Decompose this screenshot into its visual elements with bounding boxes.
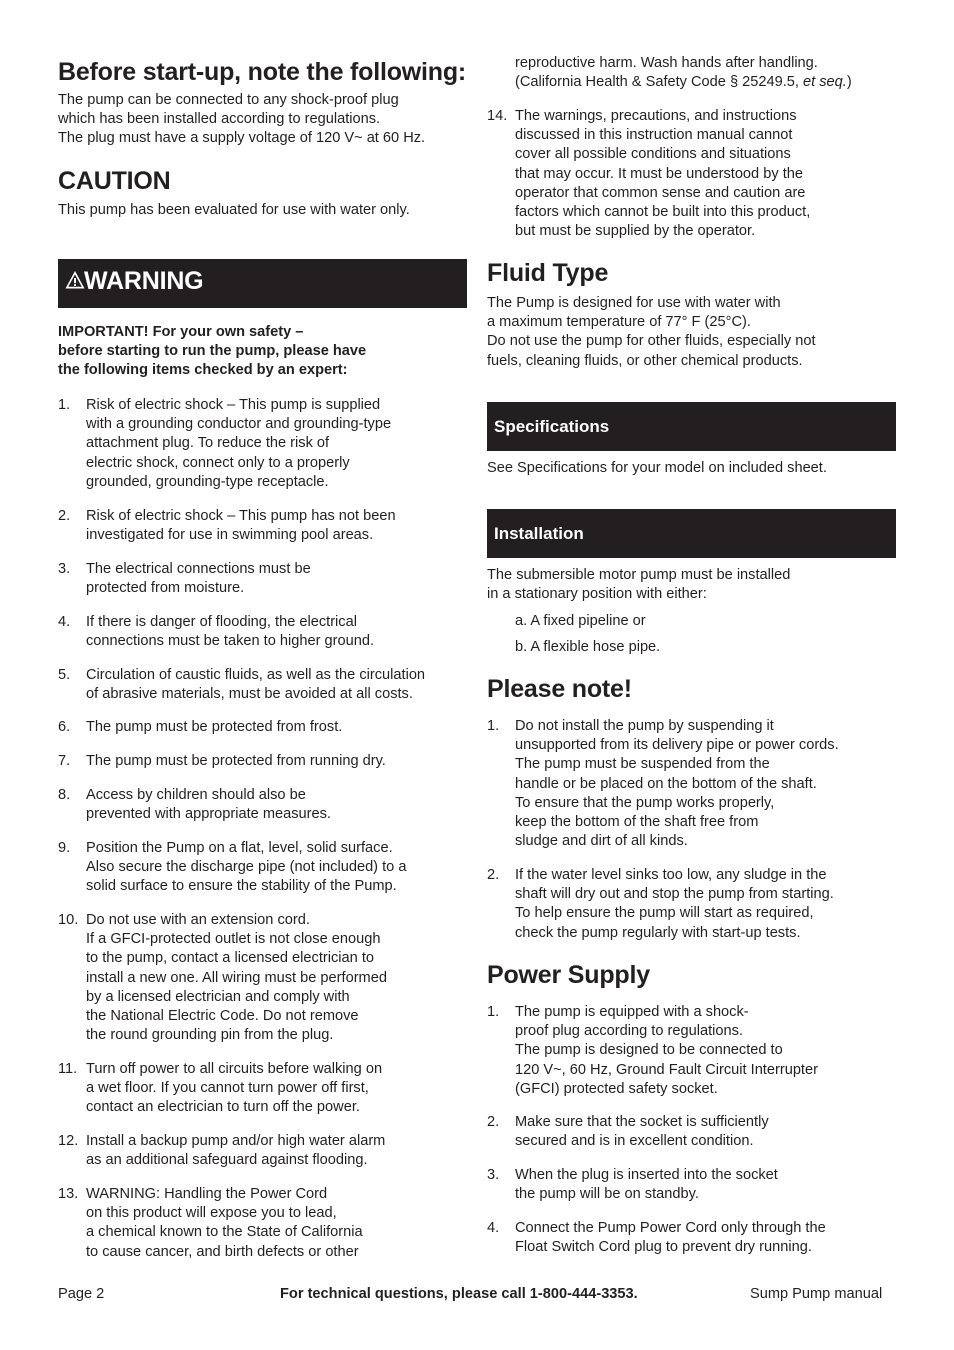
- power-supply-heading: Power Supply: [487, 961, 650, 989]
- installation-option-a: a. A fixed pipeline or: [515, 613, 646, 629]
- item-text: Do not install the pump by suspending it unsupported from its delivery pipe or power cords. The pump must be suspended from the handle or be placed on the bottom of the shaft. To ensure that the pump works properly, keep the bottom of the shaft free from sludge and dirt of all kinds.: [515, 718, 839, 850]
- item-text: The pump is equipped with a shock- proof plug according to regulations. The pump is designed to be connected to 120 V~, 60 Hz, Ground Fault Circuit Interrupter (GFCI) protected safety socket.: [515, 1004, 818, 1097]
- item-text: If there is danger of flooding, the electrical connections must be taken to higher ground.: [86, 614, 375, 650]
- caution-heading: CAUTION: [58, 167, 171, 195]
- installation-banner: [487, 509, 896, 558]
- item-number: 5.: [58, 667, 71, 683]
- item-number: 14.: [487, 108, 508, 124]
- installation-label: Installation: [494, 524, 584, 543]
- item-number: 2.: [487, 1114, 500, 1130]
- item-text: Turn off power to all circuits before walking on a wet floor. If you cannot turn power off first, contact an electrician to turn off the power.: [86, 1061, 383, 1116]
- item13-code-text: (California Health & Safety Code § 25249.5,: [515, 74, 803, 90]
- startup-heading: Before start-up, note the following:: [58, 58, 467, 86]
- technical-questions-phone: For technical questions, please call 1-800-444-3353.: [280, 1286, 638, 1302]
- item-number: 2.: [487, 867, 500, 883]
- item-text: Access by children should also be prevented with appropriate measures.: [86, 787, 331, 823]
- installation-option-b: b. A flexible hose pipe.: [515, 639, 661, 655]
- item-text: Position the Pump on a flat, level, solid surface. Also secure the discharge pipe (not included) to a solid surface to ensure the stability of the Pump.: [86, 840, 407, 895]
- item-number: 7.: [58, 753, 71, 769]
- item13-continued-line1: reproductive harm. Wash hands after handling.: [515, 55, 818, 71]
- item-number: 1.: [487, 1004, 500, 1020]
- item-text: The pump must be protected from running dry.: [86, 753, 386, 769]
- item-number: 4.: [58, 614, 71, 630]
- item13-et-seq: et seq.: [803, 74, 847, 90]
- startup-text: The pump can be connected to any shock-proof plug which has been installed according to regulations. The plug must have a supply voltage of 120 V~ at 60 Hz.: [58, 92, 426, 147]
- fluid-type-heading: Fluid Type: [487, 259, 609, 287]
- installation-text: The submersible motor pump must be installed in a stationary position with either:: [487, 567, 791, 603]
- warning-banner: [58, 259, 467, 308]
- item-text: Risk of electric shock – This pump has not been investigated for use in swimming pool areas.: [86, 508, 396, 544]
- item-text: Connect the Pump Power Cord only through the Float Switch Cord plug to prevent dry running.: [515, 1220, 826, 1256]
- item-number: 1.: [58, 397, 71, 413]
- item-number: 11.: [58, 1061, 78, 1077]
- item-number: 2.: [58, 508, 71, 524]
- item-text: Install a backup pump and/or high water alarm as an additional safeguard against flooding.: [86, 1133, 386, 1169]
- item-text: If the water level sinks too low, any sludge in the shaft will dry out and stop the pump from starting. To help ensure the pump will start as required, check the pump regularly with start-up tests.: [515, 867, 834, 941]
- important-text: IMPORTANT! For your own safety – before starting to run the pump, please have the following items checked by an expert:: [58, 324, 367, 379]
- item-number: 12.: [58, 1133, 79, 1149]
- item-text: When the plug is inserted into the socket the pump will be on standby.: [515, 1167, 778, 1203]
- item-text: Circulation of caustic fluids, as well as the circulation of abrasive materials, must be avoided at all costs.: [86, 667, 426, 703]
- item-number: 6.: [58, 719, 71, 735]
- item-number: 3.: [58, 561, 71, 577]
- item-text: The electrical connections must be protected from moisture.: [86, 561, 311, 597]
- item-number: 4.: [487, 1220, 500, 1236]
- item13-close-paren: ): [846, 74, 852, 90]
- fluid-type-text: The Pump is designed for use with water with a maximum temperature of 77° F (25°C). Do not use the pump for other fluids, especially not fuels, cleaning fluids, or other chemical products.: [487, 295, 816, 369]
- item-number: 8.: [58, 787, 71, 803]
- item-number: 9.: [58, 840, 71, 856]
- item-number: 1.: [487, 718, 500, 734]
- page-number: Page 2: [58, 1286, 105, 1302]
- item-text: Make sure that the socket is sufficiently secured and is in excellent condition.: [515, 1114, 769, 1150]
- item-text: The pump must be protected from frost.: [86, 719, 343, 735]
- item-number: 3.: [487, 1167, 500, 1183]
- please-note-heading: Please note!: [487, 675, 632, 703]
- warning-triangle-icon: [65, 270, 85, 290]
- specifications-banner: [487, 402, 896, 451]
- specifications-text: See Specifications for your model on included sheet.: [487, 460, 827, 476]
- specifications-label: Specifications: [494, 417, 610, 436]
- manual-title: Sump Pump manual: [750, 1286, 883, 1302]
- item-text: The warnings, precautions, and instructions discussed in this instruction manual cannot cover all possible conditions and situations that may occur. It must be understood by the operator that common sense and caution are factors which cannot be built into this product, but must be supplied by the operator.: [515, 108, 811, 240]
- item-text: WARNING: Handling the Power Cord on this product will expose you to lead, a chemical known to the State of California to cause cancer, and birth defects or other: [86, 1186, 363, 1260]
- warning-label: WARNING: [84, 267, 204, 295]
- caution-text: This pump has been evaluated for use with water only.: [58, 202, 410, 218]
- item13-continued-line2: [515, 73, 915, 92]
- item-text: Risk of electric shock – This pump is supplied with a grounding conductor and grounding-type attachment plug. To reduce the risk of electric shock, connect only to a properly grounded, grounding-type receptacle.: [86, 397, 392, 490]
- item-text: Do not use with an extension cord. If a GFCI-protected outlet is not close enough to the pump, contact a licensed electrician to install a new one. All wiring must be performed by a licensed electrician and comply with the National Electric Code. Do not remove the round grounding pin from the plug.: [86, 912, 387, 1044]
- item-number: 10.: [58, 912, 79, 928]
- item-number: 13.: [58, 1186, 79, 1202]
